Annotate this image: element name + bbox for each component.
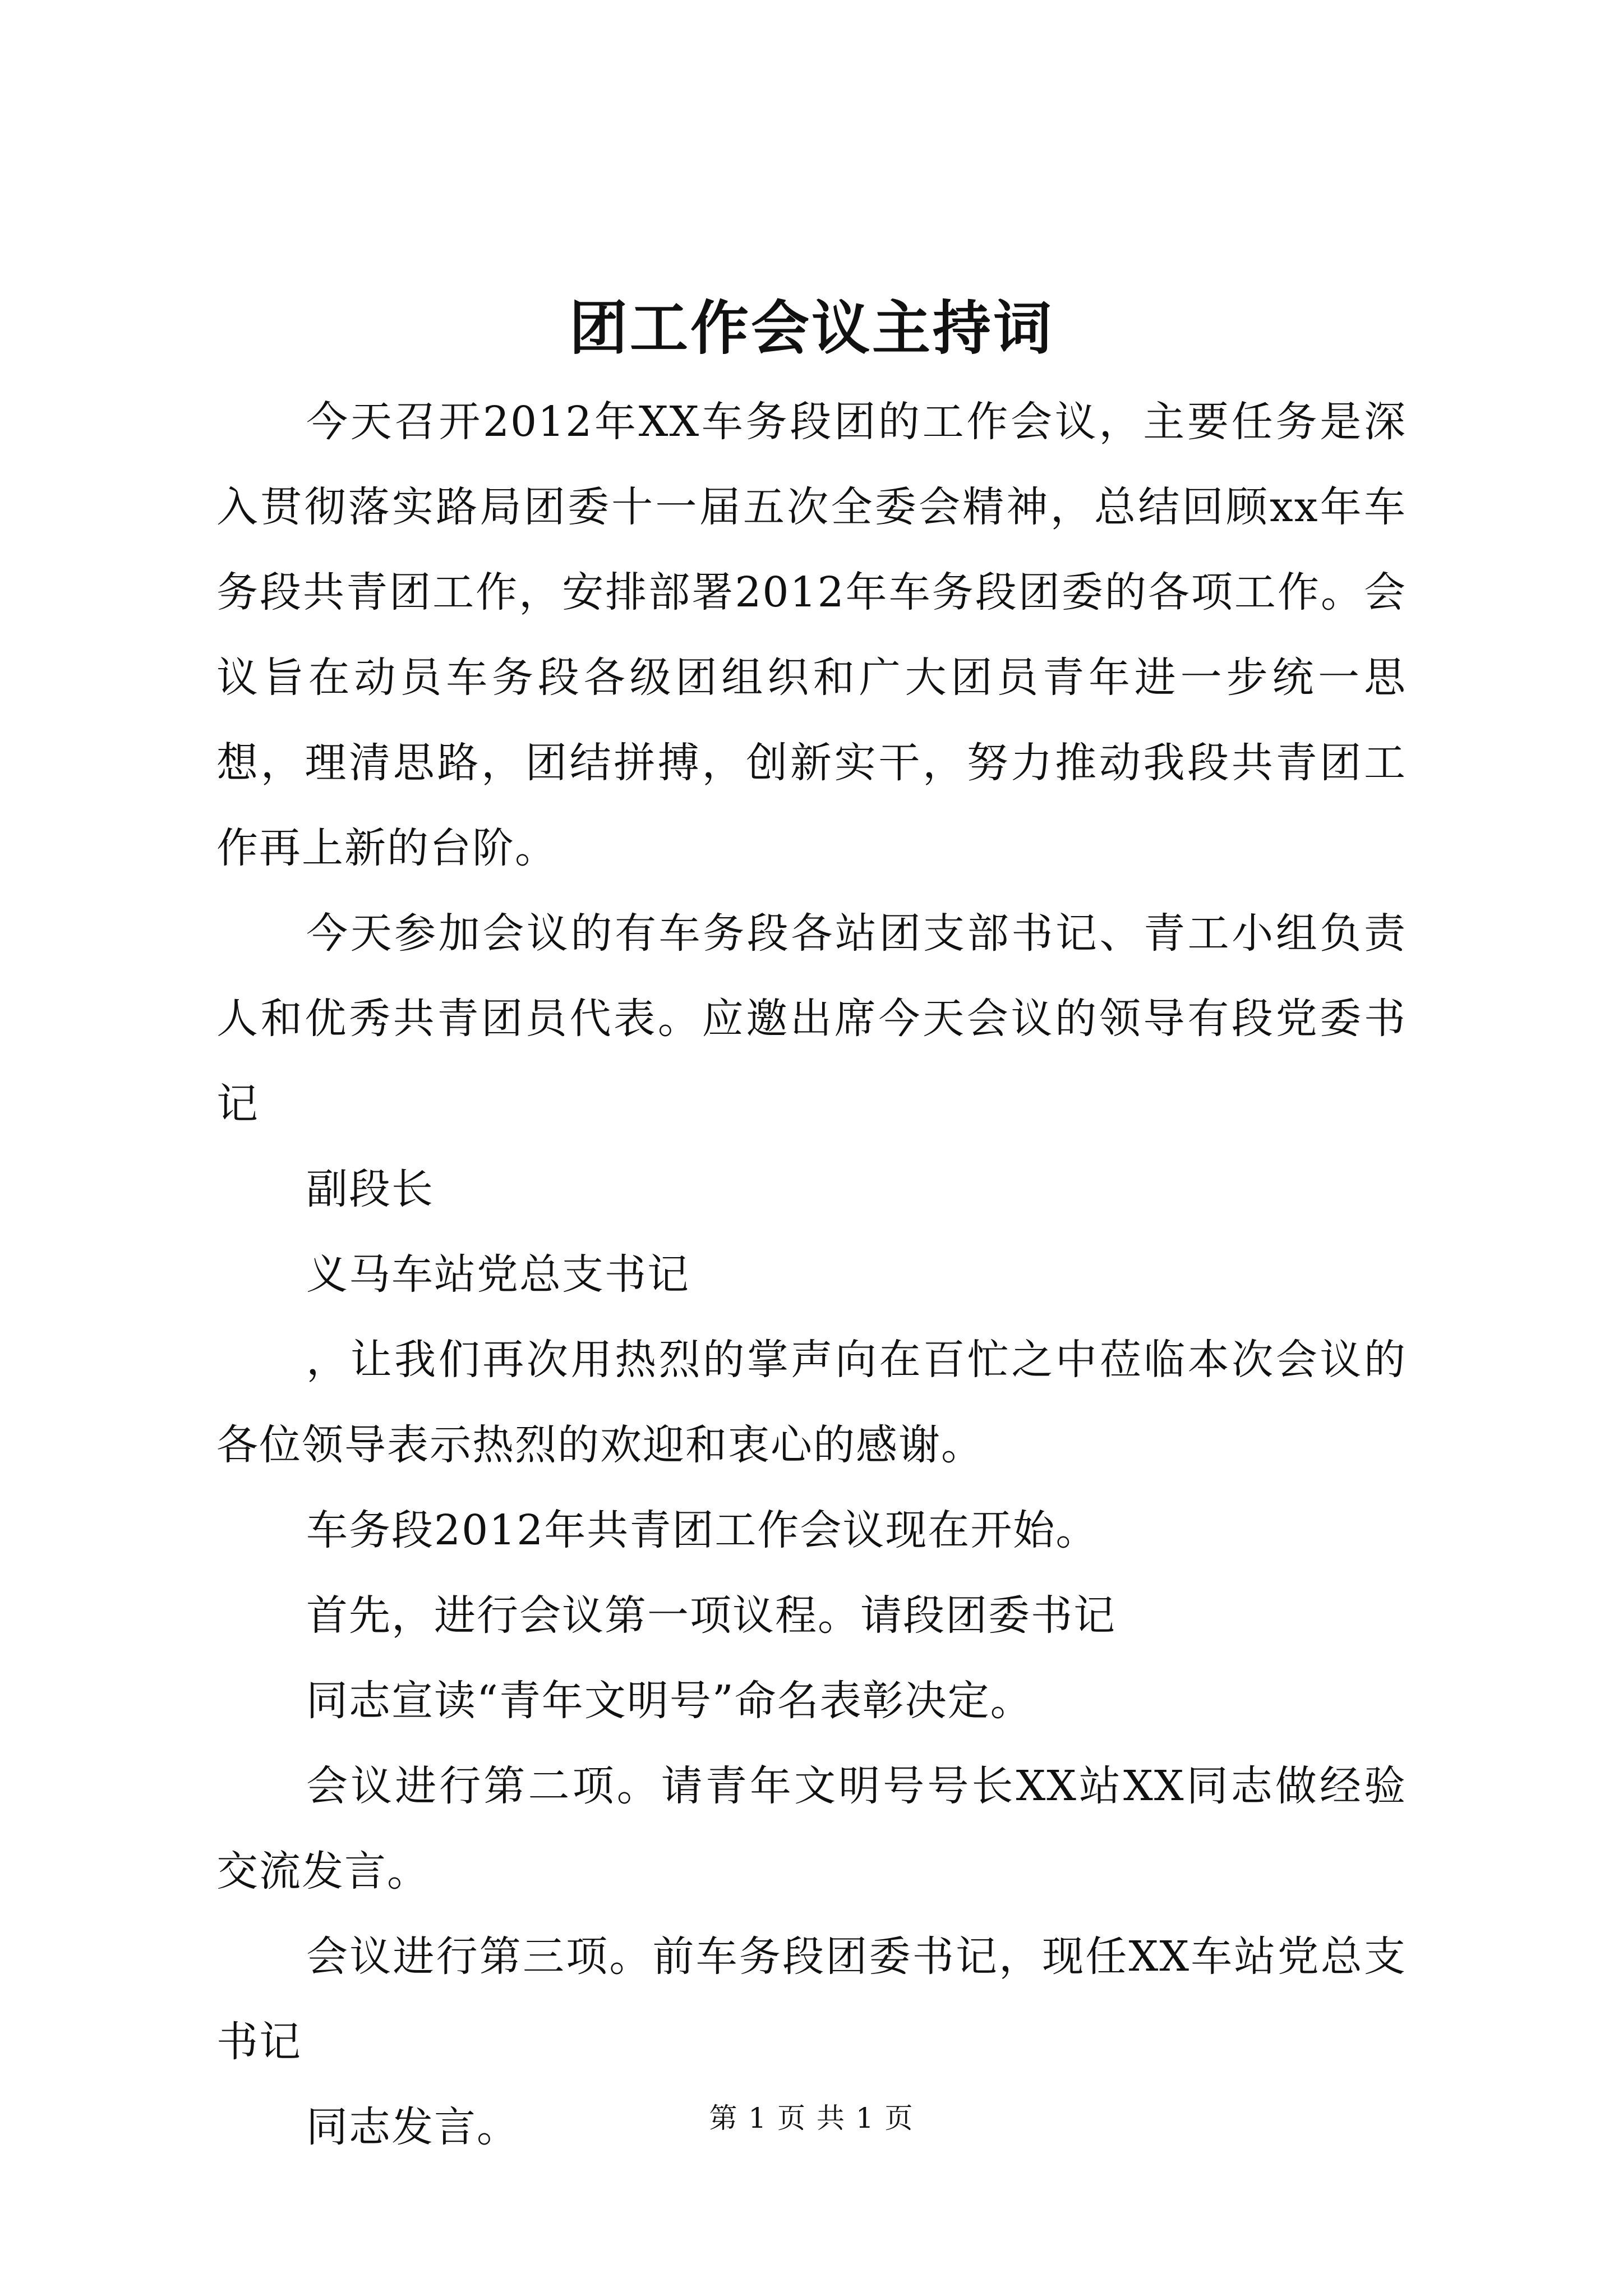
paragraph-commendation: 同志宣读“青年文明号”命名表彰决定。	[306, 1677, 1033, 1725]
paragraph-meeting-start: 车务段2012年共青团工作会议现在开始。	[306, 1506, 1099, 1554]
paragraph-deputy-director: 副段长	[306, 1165, 434, 1213]
paragraph-attendees: 今天参加会议的有车务段各站团支部书记、青工小组负责人和优秀共青团员代表。应邀出席今天会议的领导有段党委书记	[216, 909, 1407, 1128]
document-body	[216, 379, 1407, 2170]
page-footer: 第 1 页 共 1 页	[709, 2102, 914, 2134]
paragraph-agenda-two: 会议进行第二项。请青年文明号号长XX站XX同志做经验交流发言。	[216, 1762, 1407, 1895]
paragraph-opening: 今天召开2012年XX车务段团的工作会议，主要任务是深入贯彻落实路局团委十一届五次全委会精神，总结回顾xx年车务段共青团工作，安排部署2012年车务段团委的各项工作。会议旨在动员车务段各级团组织和广大团员青年进一步统一思想，理清思路，团结拼搏，创新实干，努力推动我段共青团工作再上新的台阶。	[216, 398, 1407, 872]
paragraph-welcome: ，让我们再次用热烈的掌声向在百忙之中莅临本次会议的各位领导表示热烈的欢迎和衷心的感谢。	[216, 1336, 1407, 1469]
paragraph-agenda-three: 会议进行第三项。前车务段团委书记，现任XX车站党总支书记	[216, 1932, 1407, 2066]
paragraph-speech: 同志发言。	[306, 2103, 519, 2151]
document-title: 团工作会议主持词	[569, 293, 1054, 362]
paragraph-agenda-one: 首先，进行会议第一项议程。请段团委书记	[306, 1591, 1116, 1640]
paragraph-yima-secretary: 义马车站党总支书记	[306, 1250, 690, 1299]
